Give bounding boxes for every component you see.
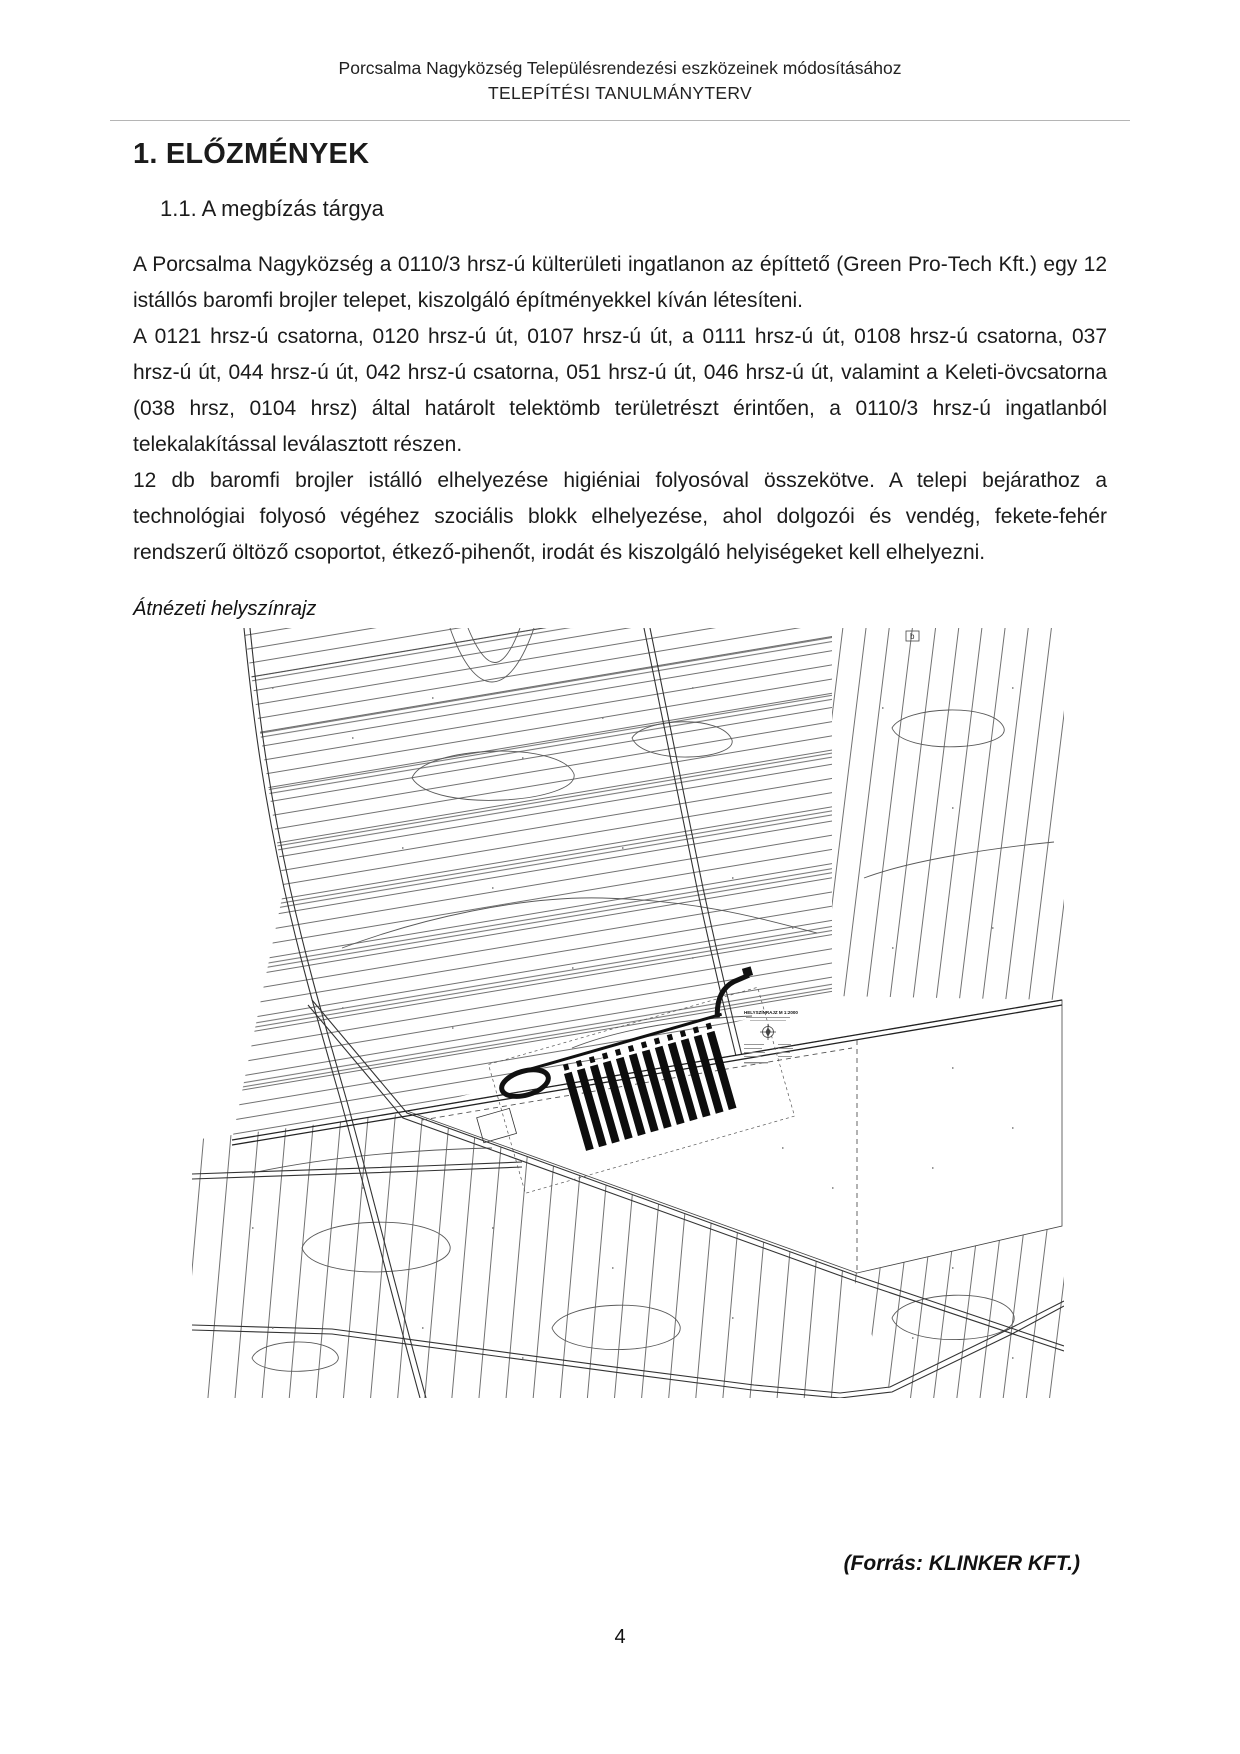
body-paragraph: A Porcsalma Nagyközség a 0110/3 hrsz-ú külterületi ingatlanon az építtető (Green Pro-Tech Kft.) egy 12 istállós baromfi brojler telepet, kiszolgáló építményekkel kíván létesíteni. [133,253,1107,312]
site-map-figure [192,628,1064,1398]
header-divider [110,120,1130,121]
page-header [133,56,1107,106]
body-paragraph: 12 db baromfi brojler istálló elhelyezése higiéniai folyosóval összekötve. A telepi bejárathoz a technológiai folyosó végéhez szociális blokk elhelyezése, ahol dolgozói és vendég, fekete-fehér rendszerű öltöző csoportot, étkező-pihenőt, irodát és kiszolgáló helyiségeket kell elhelyezni. [133,469,1107,564]
figure-caption: Átnézeti helyszínrajz [133,598,317,620]
footer-ornament [188,1598,1052,1626]
header-title-line: Porcsalma Nagyközség Településrendezési eszközeinek módosításához [338,58,902,78]
north-compass-icon [760,1024,776,1040]
site-plan-title: HELYSZÍNRAJZ M 1:2000 [744,1010,798,1015]
header-subtitle-line: TELEPÍTÉSI TANULMÁNYTERV [488,83,752,103]
subsection-heading: 1.1. A megbízás tárgya [160,196,384,221]
section-heading: 1. ELŐZMÉNYEK [133,138,370,170]
body-paragraph: A 0121 hrsz-ú csatorna, 0120 hrsz-ú út, 0107 hrsz-ú út, a 0111 hrsz-ú út, 0108 hrsz-ú csatorna, 037 hrsz-ú út, 044 hrsz-ú út, 042 hrsz-ú csatorna, 051 hrsz-ú út, 046 hrsz-ú út, valamint a Keleti-övcsatorna (038 hrsz, 0104 hrsz) által határolt telektömb területrészt érintően, a 0110/3 hrsz-ú ingatlanból telekalakítással leválasztott részen. [133,325,1107,456]
figure-source: (Forrás: KLINKER KFT.) [843,1552,1080,1575]
site-map-drawing [192,628,1064,1398]
page-number: 4 [614,1626,626,1648]
corner-marker-label: b [910,632,915,641]
body-text [133,247,1107,571]
